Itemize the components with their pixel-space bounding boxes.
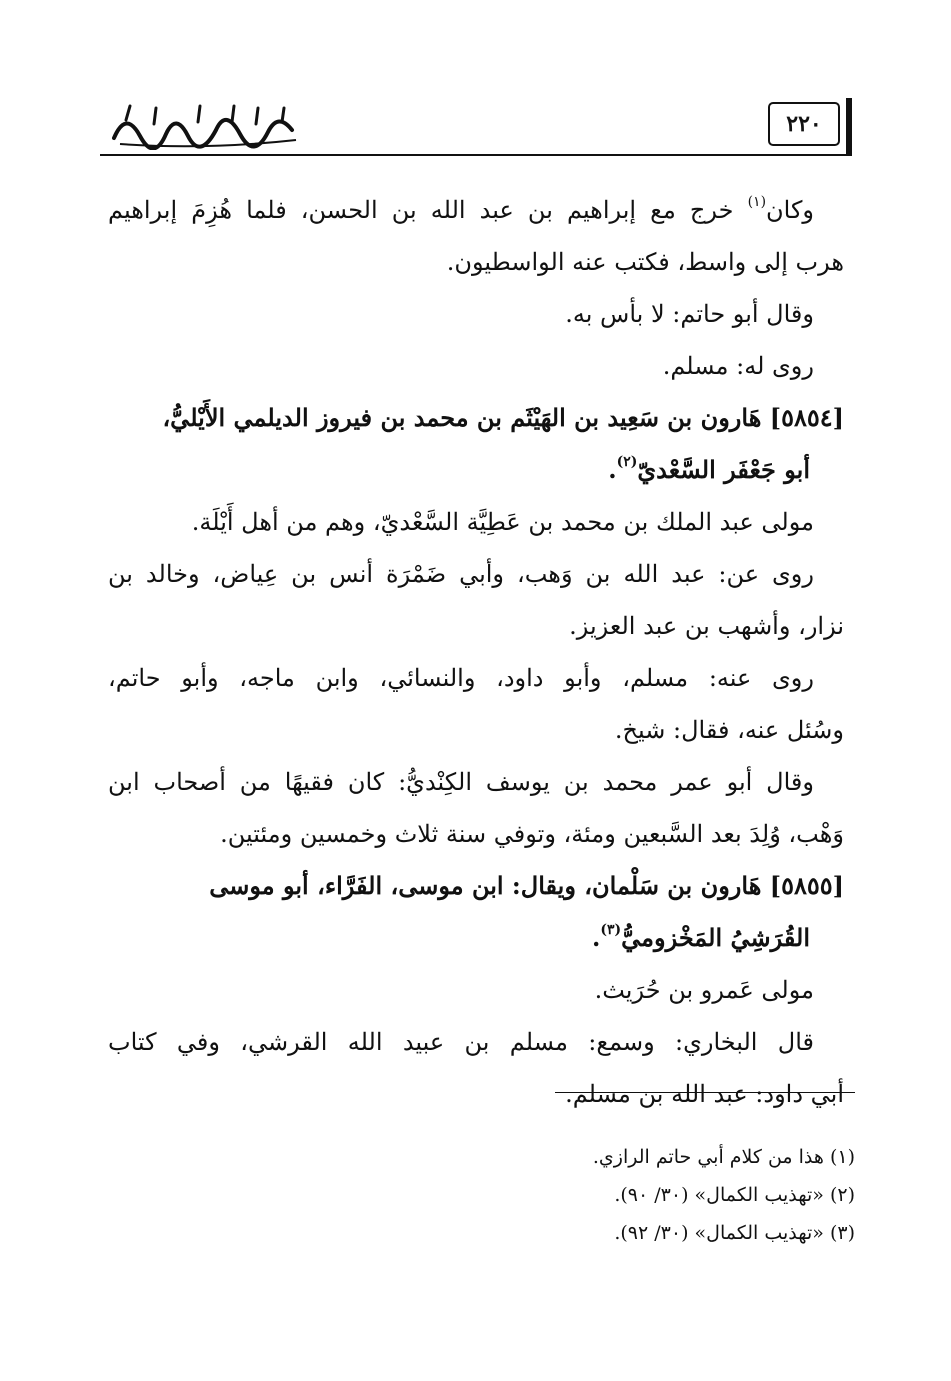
footnote-ref: (١) [747, 194, 767, 210]
footnote-ref: (٢) [616, 454, 638, 470]
running-title-calligraphy [106, 100, 306, 150]
paragraph-1-line-2: هرب إلى واسط، فكتب عنه الواسطيون. [446, 248, 844, 276]
footnote-3: (٣) «تهذيب الكمال» (٣٠/ ٩٢). [614, 1222, 855, 1244]
entry-5855-heading [108, 860, 844, 912]
entry-name: القُرَشِيُ المَخْزوميُّ [621, 923, 810, 952]
footnote-ref: (٣) [600, 922, 622, 938]
entry-5854-heading-cont: أبو جَعْفَر السَّعْديّ$^{(٢)}$. [608, 454, 810, 484]
paragraph-6-line-1: روى عنه: مسلم، وأبو داود، والنسائي، وابن ماجه، وأبو حاتم، [108, 664, 814, 692]
paragraph-2: وقال أبو حاتم: لا بأس به. [565, 300, 814, 328]
entry-name: هَارون بن سَعِيد بن الهَيْثَم بن محمد بن فيروز الديلمي الأَيْليُّ، [162, 403, 770, 432]
page-number: ٢٢٠ [786, 111, 822, 137]
paragraph-4: مولى عبد الملك بن محمد بن عَطِيَّة السَّعْديّ، وهم من أهل أَيْلَة. [191, 508, 814, 536]
paragraph-1-line-1 [108, 184, 844, 236]
paragraph-5-line-2: نزار، وأشهب بن عبد العزيز. [569, 612, 844, 640]
entry-name: أبو جَعْفَر السَّعْديّ [637, 455, 810, 484]
entry-5855-heading-cont: القُرَشِيُ المَخْزوميُّ$^{(٣)}$. [591, 922, 810, 952]
footnote-2: (٢) «تهذيب الكمال» (٣٠/ ٩٠). [614, 1184, 855, 1206]
entry-name: هَارون بن سَلْمان، ويقال: ابن موسى، الفَرَّاء، أبو موسى [209, 871, 770, 900]
header-bar [846, 98, 852, 154]
paragraph-6-line-2: وسُئل عنه، فقال: شيخ. [614, 716, 844, 744]
page-header [100, 96, 852, 158]
paragraph-5-line-1: روى عن: عبد الله بن وَهب، وأبي ضَمْرَة أنس بن عِياض، وخالد بن [108, 560, 814, 588]
text: خرج مع إبراهيم بن عبد الله بن الحسن، فلما هُزِمَ إبراهيم [108, 196, 748, 224]
entry-5854-heading [108, 392, 844, 444]
entry-number: [٥٨٥٥] [769, 871, 844, 900]
text: وكان [766, 196, 814, 224]
paragraph-8: مولى عَمرو بن حُرَيث. [594, 976, 814, 1004]
paragraph-3: روى له: مسلم. [662, 352, 814, 380]
footnote-1: (١) هذا من كلام أبي حاتم الرازي. [592, 1146, 855, 1168]
footnotes [115, 1138, 855, 1252]
calligraphy-logo [106, 100, 306, 150]
paragraph-7-line-1: وقال أبو عمر محمد بن يوسف الكِنْديُّ: كان فقيهًا من أصحاب ابن [108, 768, 814, 796]
entry-number: [٥٨٥٤] [769, 403, 844, 432]
page-number-box [768, 102, 840, 146]
paragraph-9-line-2: أبي داود: عبد الله بن مسلم. [565, 1080, 844, 1108]
header-rule [100, 154, 852, 156]
main-text [108, 184, 844, 1120]
footnote-divider [555, 1092, 855, 1093]
paragraph-9-line-1: قال البخاري: وسمع: مسلم بن عبيد الله القرشي، وفي كتاب [108, 1028, 814, 1056]
paragraph-7-line-2: وَهْب، وُلِدَ بعد السَّبعين ومئة، وتوفي سنة ثلاث وخمسين ومئتين. [220, 820, 844, 848]
